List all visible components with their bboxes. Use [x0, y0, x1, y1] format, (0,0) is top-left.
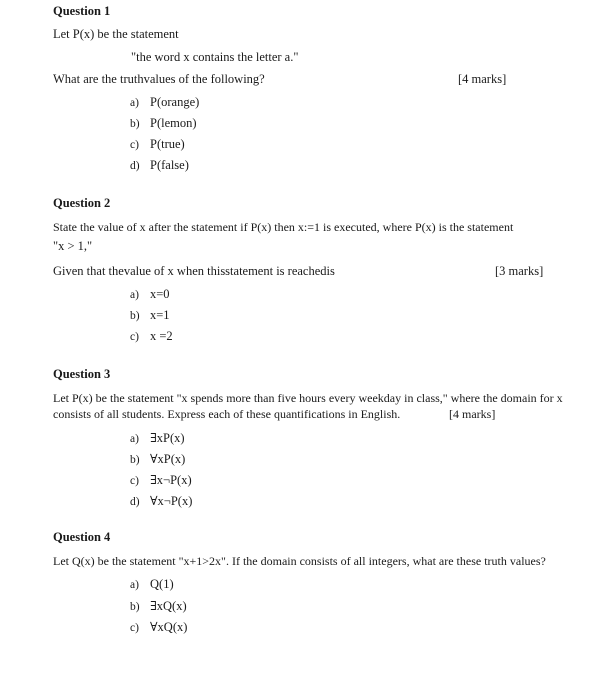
- q4-option-b: b) ∃xQ(x): [130, 599, 187, 613]
- question-1-title: Question 1: [53, 4, 111, 18]
- question-3-line-2: consists of all students. Express each of these quantifications in English.: [53, 407, 401, 421]
- q3-option-c: c) ∃x¬P(x): [130, 473, 192, 487]
- question-2-line-1: State the value of x after the statement if P(x) then x:=1 is executed, where P(x) is the statement: [53, 220, 514, 234]
- question-2-marks: [3 marks]: [495, 264, 544, 278]
- q4-option-c: c) ∀xQ(x): [130, 620, 188, 634]
- q2-option-a: a) x=0: [130, 287, 170, 301]
- question-2-statement: "x > 1,": [53, 239, 93, 253]
- question-3-title: Question 3: [53, 367, 111, 381]
- question-1-prompt: What are the truthvalues of the following?: [53, 72, 265, 86]
- question-1-marks: [4 marks]: [458, 72, 507, 86]
- q1-option-b: b) P(lemon): [130, 116, 197, 130]
- q3-option-b: b) ∀xP(x): [130, 452, 186, 466]
- q2-option-c: c) x =2: [130, 329, 173, 343]
- q1-option-c: c) P(true): [130, 137, 185, 151]
- question-1-line-1: Let P(x) be the statement: [53, 27, 179, 41]
- q2-option-b: b) x=1: [130, 308, 170, 322]
- q4-option-a: a) Q(1): [130, 577, 174, 591]
- question-1-statement: "the word x contains the letter a.": [131, 50, 299, 64]
- q1-option-a: a) P(orange): [130, 95, 200, 109]
- q3-option-d: d) ∀x¬P(x): [130, 494, 193, 508]
- question-3-line-1: Let P(x) be the statement "x spends more than five hours every weekday in class," where the domain for x: [53, 391, 563, 405]
- q3-option-a: a) ∃xP(x): [130, 431, 185, 445]
- q1-option-d: d) P(false): [130, 158, 189, 172]
- question-4-title: Question 4: [53, 530, 111, 544]
- question-4-line-1: Let Q(x) be the statement "x+1>2x". If the domain consists of all integers, what are these truth values?: [53, 554, 546, 568]
- question-2-title: Question 2: [53, 196, 111, 210]
- question-3-marks: [4 marks]: [449, 407, 496, 421]
- question-2-prompt: Given that thevalue of x when thisstatement is reachedis: [53, 264, 335, 278]
